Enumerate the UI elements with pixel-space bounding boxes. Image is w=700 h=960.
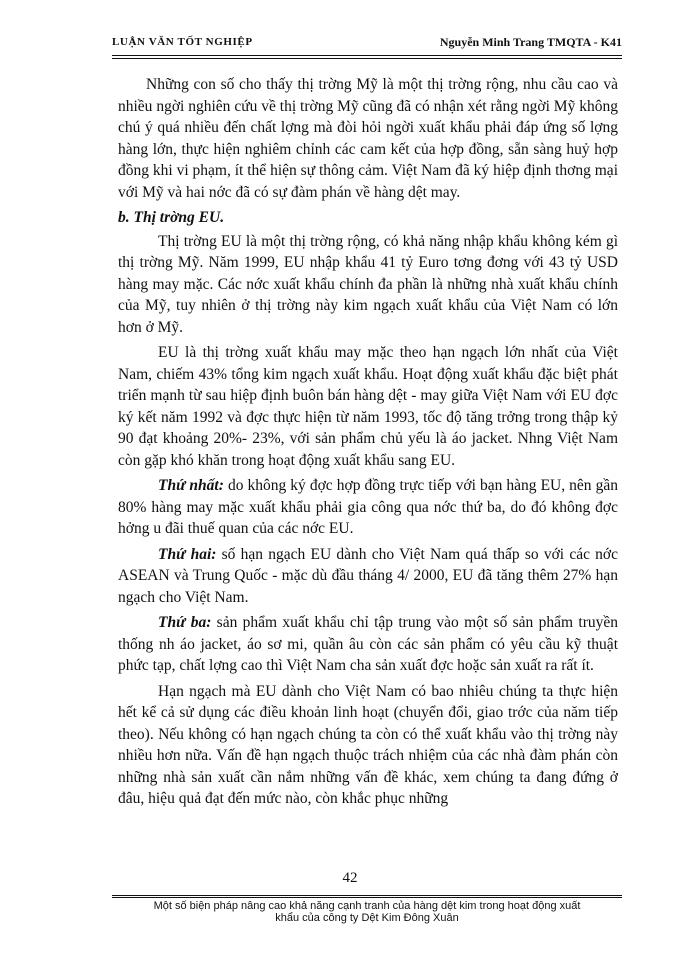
first-point-label: Thứ nhất: bbox=[158, 477, 224, 494]
footer-line-1: Một số biện pháp nâng cao khả năng cạnh tranh của hàng dệt kim trong hoạt động xuất bbox=[153, 900, 581, 912]
second-point-label: Thứ hai: bbox=[158, 545, 217, 563]
page-body bbox=[118, 74, 618, 814]
paragraph-quota-usage: Hạn ngạch mà EU dành cho Việt Nam có bao nhiêu chúng ta thực hiện hết kể cả sử dụng các điều khoản linh hoạt (chuyển đổi, giao trớc của năm tiếp theo). Nếu không có hạn ngạch chúng ta còn có thể xuất khẩu vào thị trờng này nhiều hơn nữa. Vấn đề hạn ngạch thuộc trách nhiệm của các nhà đàm phán còn những nhà sản xuất cần nắm những vấn đề khác, xem chúng ta đang đứng ở đâu, hiệu quả đạt đến mức nào, còn khắc phục những bbox=[118, 682, 618, 807]
second-point-text: số hạn ngạch EU dành cho Việt Nam quá thấp so với các nớc ASEAN và Trung Quốc - mặc dù đầu tháng 4/ 2000, EU đã tăng thêm 27% hạn ngạch cho Việt Nam. bbox=[118, 545, 618, 606]
section-heading-eu: b. Thị trờng EU. bbox=[118, 209, 225, 226]
page-number: 42 bbox=[342, 870, 358, 886]
paragraph-eu-quota: EU là thị trờng xuất khẩu may mặc theo hạn ngạch lớn nhất của Việt Nam, chiếm 43% tổng kim ngạch xuất khẩu. Hoạt động xuất khẩu đặc biệt phát triển mạnh từ sau hiệp định buôn bán hàng dệt - may giữa Việt Nam với EU đợc ký kết năm 1992 và đợc thực hiện từ năm 1993, tốc độ tăng trởng trong thập kỷ 90 đạt khoảng 20%- 23%, với sản phẩm chủ yếu là áo jacket. Nhng Việt Nam còn gặp khó khăn trong hoạt động xuất khẩu sang EU. bbox=[118, 344, 618, 469]
footer-line-2: khẩu của công ty Dệt Kim Đông Xuân bbox=[275, 912, 459, 924]
third-point-label: Thứ ba: bbox=[158, 614, 212, 631]
page-footer bbox=[112, 900, 622, 924]
first-point-text: do không ký đợc hợp đồng trực tiếp với bạn hàng EU, nên gần 80% hàng may mặc xuất khẩu phải gia công qua nớc thứ ba, do đó không đợc hởng u đãi thuế quan của các nớc EU. bbox=[118, 477, 618, 537]
paragraph-second-point bbox=[118, 544, 618, 609]
third-point-text: sản phẩm xuất khẩu chỉ tập trung vào một số sản phẩm truyền thống nh áo jacket, áo sơ mi, quần âu còn các sản phẩm có yêu cầu kỹ thuật phức tạp, chất lợng cao thì Việt Nam cha sản xuất đợc hoặc sản xuất ra rất ít. bbox=[118, 614, 618, 674]
paragraph-third-point bbox=[118, 612, 618, 677]
paragraph-first-point bbox=[118, 475, 618, 540]
footer-divider bbox=[112, 895, 622, 898]
paragraph-us-market: Những con số cho thấy thị trờng Mỹ là một thị trờng rộng, nhu cầu cao và nhiều ngời nghiên cứu về thị trờng Mỹ cũng đã có nhận xét rằng ngời Mỹ không chú ý quá nhiều đến chất lợng mà đòi hỏi ngời xuất khẩu phải đáp ứng số lợng hàng lớn, thực hiện nghiêm chỉnh các cam kết của hợp đồng, sẵn sàng huỷ hợp đồng khi vi phạm, ít thể hiện sự thông cảm. Việt Nam đã ký hiệp định thơng mại với Mỹ và hai nớc đã có sự đàm phán về hàng dệt may. bbox=[118, 76, 618, 201]
paragraph-eu-intro: Thị trờng EU là một thị trờng rộng, có khả năng nhập khẩu không kém gì thị trờng Mỹ. Năm 1999, EU nhập khẩu 41 tỷ Euro tơng đơng với 43 tỷ USD hàng may mặc. Các nớc xuất khẩu chính đa phần là những nhà xuất khẩu chính của Mỹ, tuy nhiên ở thị trờng này kim ngạch xuất khẩu của Việt Nam có lớn hơn ở Mỹ. bbox=[118, 232, 618, 336]
page-header bbox=[112, 34, 622, 52]
header-thesis-label: LUẬN VĂN TỐT NGHIỆP bbox=[112, 36, 253, 48]
header-divider bbox=[112, 55, 622, 59]
header-author: Nguyễn Minh Trang TMQTA - K41 bbox=[439, 35, 622, 49]
